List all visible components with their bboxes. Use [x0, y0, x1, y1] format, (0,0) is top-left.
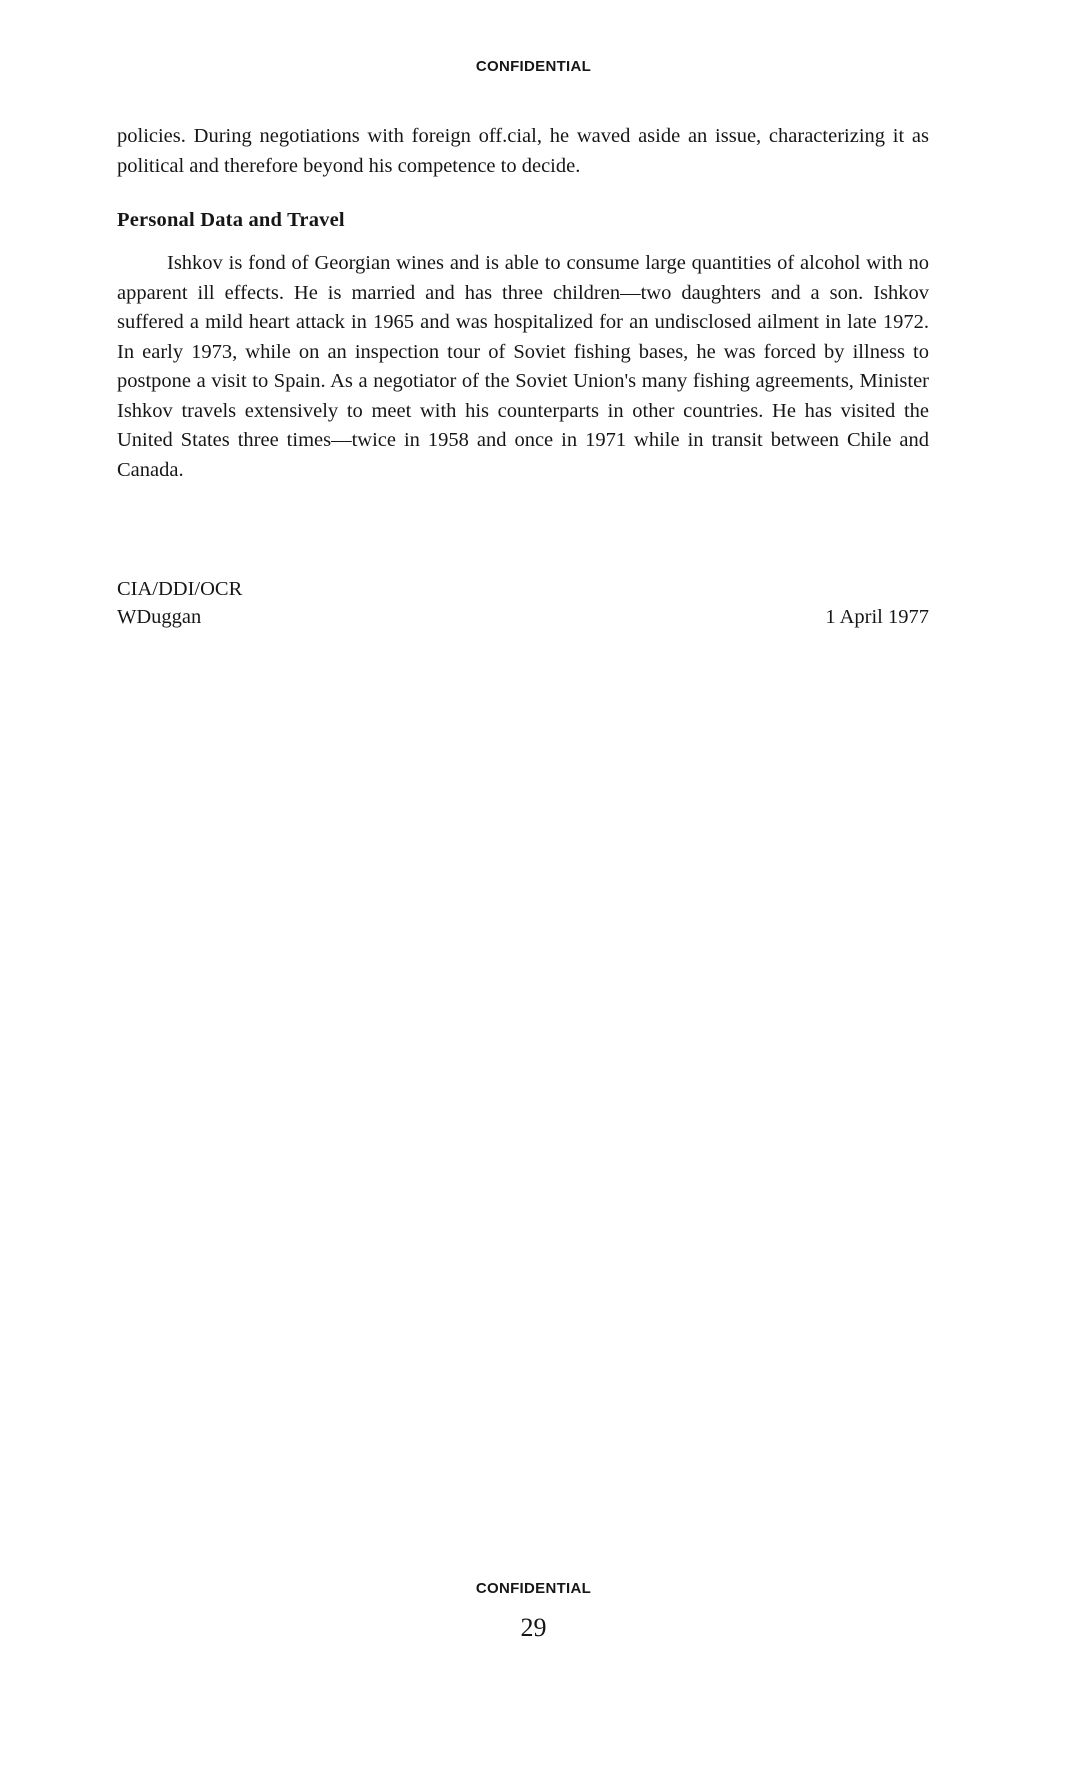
footer-classification-marking: CONFIDENTIAL: [475, 1580, 592, 1597]
header-classification-marking: CONFIDENTIAL: [475, 58, 592, 75]
section-heading-personal-data: Personal Data and Travel: [117, 209, 345, 231]
page-number: 29: [520, 1613, 547, 1642]
personal-data-paragraph: Ishkov is fond of Georgian wines and is able to consume large quantities of alcohol with no apparent ill effects. He is married and has three children—two daughters and a son. Ishkov suffered a mild heart attack in 1965 and was hospitalized for an undisclosed ailment in late 1972. In early 1973, while on an inspection tour of Soviet fishing bases, he was forced by illness to postpone a visit to Spain. As a negotiator of the Soviet Union's many fishing agreements, Minister Ishkov travels extensively to meet with his counterparts in other countries. He has visited the United States three times—twice in 1958 and once in 1971 while in transit between Chile and Canada.: [117, 252, 929, 481]
continued-paragraph: policies. During negotiations with foreign off.cial, he waved aside an issue, characterizing it as political and therefore beyond his competence to decide.: [117, 125, 929, 177]
document-date: 1 April 1977: [825, 606, 929, 628]
author-name: WDuggan: [117, 606, 202, 628]
originating-office: CIA/DDI/OCR: [117, 578, 243, 600]
signature-block: [117, 575, 242, 631]
